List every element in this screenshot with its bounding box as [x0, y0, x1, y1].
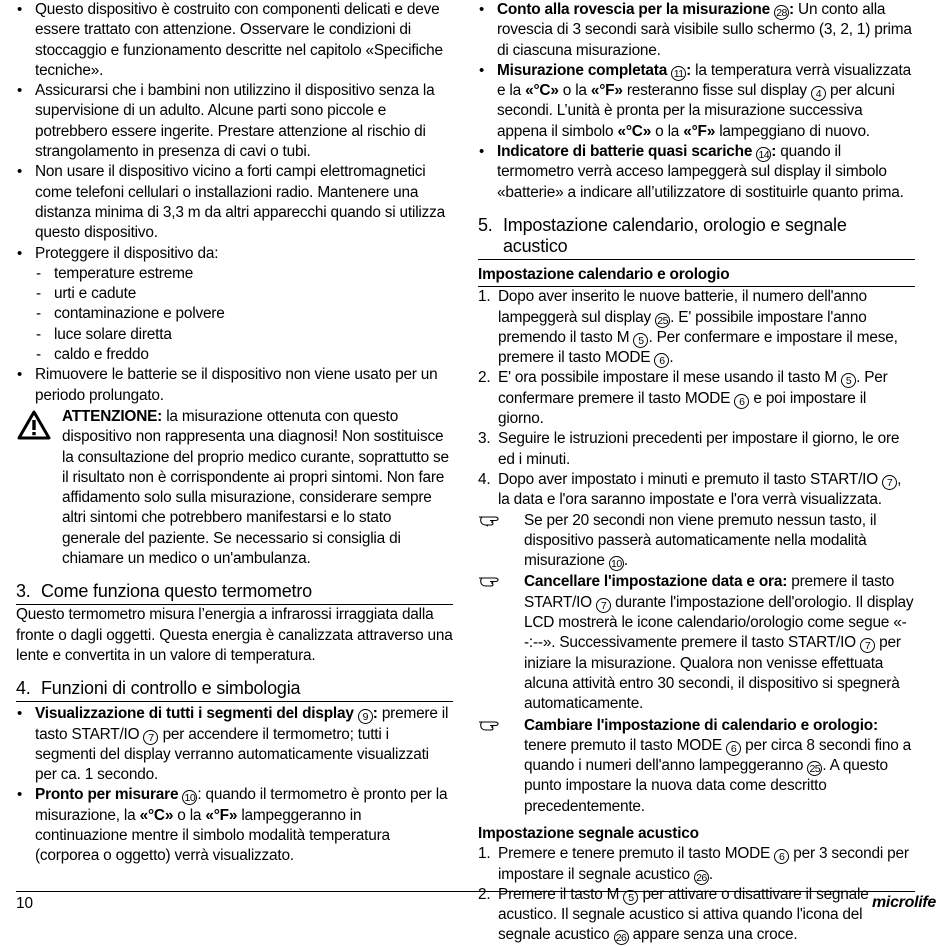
bullet-ready: • Pronto per misurare 10 : quando il termometro è pronto per la misurazione, la «°C» o la «°F» lampeggeranno in continuazione mentre il simbolo modalità temperatura (corporea o oggetto) verrà visualizzato.	[16, 785, 453, 866]
note-clear-datetime	[478, 572, 915, 714]
note-label: Cambiare l'impostazione di calendario e orologio:	[524, 716, 878, 734]
bullet-electromagnetic: • Non usare il dispositivo vicino a forti campi elettromagnetici come telefoni cellulari o installazioni radio. Mantenere una distanza minima di 3,3 m da altri apparecchi quando si utilizza questo dispositivo.	[16, 162, 453, 243]
note-text: premere il tasto START/IO	[524, 573, 895, 611]
step-number: 2.	[478, 369, 491, 387]
step-text: . Per confermare premere il tasto MODE	[498, 369, 888, 407]
ref-marker: 4	[811, 86, 826, 101]
section-title: Come funziona questo termometro	[41, 581, 312, 602]
warning-text: la misurazione ottenuta con questo dispositivo non rappresenta una diagnosi! Non sostituisce la consultazione del proprio medico curante, soprattutto se il risultato non è corrispondente ai propri sintomi. Non fare affidamento solo sulla misurazione, considerare sempre altri sintomi che potrebbero manifestarsi e lo stato generale del paziente. Se necessario si consiglia di chiamare un medico o un'ambulanza.	[62, 407, 449, 568]
unit-c: «°C»	[617, 122, 652, 140]
beep-step-1: 1. Premere e tenere premuto il tasto MODE 6 per 3 secondi per impostare il segnale acustico 26 .	[478, 845, 909, 884]
step-text: Seguire le istruzioni precedenti per impostare il giorno, le ore ed i minuti.	[498, 430, 900, 468]
item-text: la temperatura verrà visualizzata e la	[497, 61, 911, 100]
item-text: lampeggiano di nuovo.	[719, 122, 870, 140]
note-text: durante l'impostazione dell'orologio. Il display LCD mostrerà le icone calendario/orologio come segue «--:--». Successivamente premere il tasto START/IO	[524, 593, 914, 652]
step-text: . Per confermare e impostare il mese, premere il tasto MODE	[498, 328, 898, 367]
beep-step-2	[478, 885, 915, 946]
ref-marker: 28	[774, 5, 789, 20]
note-text: . A questo punto impostare la nuova data come descritto precedentemente.	[524, 757, 888, 815]
warning-triangle-icon	[17, 410, 51, 440]
unit-f: «°F»	[590, 82, 623, 100]
bullet-children: • Assicurarsi che i bambini non utilizzino il dispositivo senza la supervisione di un adulto. Alcune parti sono piccole e potrebbero essere ingerite. Prestare attenzione al rischio di strangolamento in presenza di cavi o tubi.	[16, 81, 453, 162]
right-column	[478, 0, 915, 946]
bullet-measure-complete: • Misurazione completata 11 : la temperatura verrà visualizzata e la «°C» o la «°F» resteranno fisse sul display 4 per alcuni secondi. L’unità è pronta per la misurazione successiva appena il simbolo «°C» o la «°F» lampeggiano di nuovo.	[478, 61, 915, 142]
step-text: E' ora possibile impostare il mese usando il tasto M	[498, 369, 837, 387]
ref-marker: 5	[623, 890, 638, 905]
item-label: Indicatore di batterie quasi scariche	[497, 143, 753, 161]
section-5-heading	[478, 215, 915, 260]
ref-marker: 10	[609, 556, 624, 571]
ref-marker: 6	[734, 394, 749, 409]
step-text: Dopo aver impostato i minuti e premuto il tasto START/IO	[498, 470, 878, 488]
step-1: 1. Dopo aver inserito le nuove batterie, il numero dell'anno lampeggerà sul display 25 . E' possibile impostare l'anno premendo il tasto M 5 . Per confermare e impostare il mese, premere il tasto MODE 6 .	[478, 288, 898, 368]
unit-f: «°F»	[205, 806, 238, 824]
item-text: o la	[177, 806, 202, 824]
bullet-protect: • Proteggere il dispositivo da:	[16, 244, 453, 264]
note-change-settings	[478, 716, 915, 817]
item-label: Misurazione completata	[497, 61, 668, 79]
note-label: Cancellare l'impostazione data e ora:	[524, 573, 788, 591]
bullet-all-segments: • Visualizzazione di tutti i segmenti del display 9 : premere il tasto START/IO 7 per accendere il termometro; tutti i segmenti del display verranno automaticamente visualizzati per ca. 1 secondo.	[16, 704, 453, 785]
brand-logo: microlife	[872, 894, 936, 911]
step-text: per attivare o disattivare il segnale acustico. Il segnale acustico si attiva quando l'icona del segnale acustico	[498, 885, 869, 944]
step-text: per 3 secondi per impostare il segnale acustico	[498, 845, 909, 883]
ref-marker: 6	[726, 741, 741, 756]
ref-marker: 7	[882, 475, 897, 490]
item-text: lampeggeranno in continuazione mentre il simbolo modalità temperatura (corporea o oggetto) verrà visualizzato.	[35, 806, 390, 865]
subheading-calendar: Impostazione calendario e orologio	[478, 265, 915, 287]
pointing-hand-icon	[478, 718, 504, 732]
ref-marker: 10	[182, 790, 197, 805]
item-text: o la	[655, 122, 680, 140]
unit-c: «°C»	[139, 806, 174, 824]
dash-item: - contaminazione e polvere	[16, 304, 453, 324]
note-text: tenere premuto il tasto MODE	[524, 736, 722, 754]
step-4	[478, 470, 915, 511]
step-text: Dopo aver inserito le nuove batterie, il numero dell'anno lampeggerà sul display	[498, 288, 867, 326]
dash-item: - caldo e freddo	[16, 345, 453, 365]
step-text: Premere il tasto M	[498, 885, 620, 903]
bullet-delicate: • Questo dispositivo è costruito con componenti delicati e deve essere trattato con attenzione. Osservare le condizioni di stoccaggio e funzionamento descritte nel capitolo «Specifiche tecniche».	[16, 0, 453, 81]
warning-block	[16, 407, 453, 569]
item-text: quando il termometro verrà acceso lampeggerà sul display il simbolo «batterie» a indicare all’utilizzatore di sostituirle quanto prima.	[497, 143, 904, 201]
left-column	[16, 0, 453, 867]
step-2	[478, 368, 915, 429]
dash-item: - luce solare diretta	[16, 325, 453, 345]
item-label: Conto alla rovescia per la misurazione	[497, 1, 770, 18]
dash-item: - temperature estreme	[16, 264, 453, 284]
note-text: Se per 20 secondi non viene premuto nessun tasto, il dispositivo passerà automaticamente nella modalità misurazione	[524, 511, 877, 570]
ref-marker: 26	[614, 930, 629, 945]
item-label: Pronto per misurare	[35, 786, 179, 804]
item-label: Visualizzazione di tutti i segmenti del display	[35, 705, 354, 723]
step-text: appare senza una croce.	[632, 926, 798, 944]
item-text: per alcuni secondi. L’unità è pronta per la misurazione successiva appena il simbolo	[497, 82, 895, 140]
pointing-hand-icon	[478, 574, 504, 588]
item-text: per accendere il termometro; tutti i segmenti del display verranno automaticamente visualizzati per ca. 1 secondo.	[35, 725, 429, 784]
section-number: 5.	[478, 214, 493, 235]
section-3-heading	[16, 581, 453, 605]
bullet-countdown: • Conto alla rovescia per la misurazione 28 : Un conto alla rovescia di 3 secondi sarà visibile sullo schermo (3, 2, 1) prima di ciascuna misurazione.	[478, 0, 915, 61]
section-title: Funzioni di controllo e simbologia	[41, 678, 301, 699]
step-text: e poi impostare il giorno.	[498, 389, 867, 428]
section-4-heading	[16, 678, 453, 702]
pointing-hand-icon	[478, 513, 504, 527]
section-3-text: Questo termometro misura l’energia a infrarossi irraggiata dalla fronte o dagli oggetti. Questa energia è canalizzata attraverso una lente e convertita in un valore di temperatura.	[16, 606, 453, 664]
ref-marker: 25	[655, 313, 670, 328]
page-number: 10	[16, 895, 34, 912]
step-number: 3.	[478, 430, 491, 448]
ref-marker: 5	[841, 373, 856, 388]
note-timeout: Se per 20 secondi non viene premuto nessun tasto, il dispositivo passerà automaticamente nella modalità misurazione 10 .	[478, 511, 915, 572]
step-text: . E' possibile impostare l'anno premendo il tasto M	[498, 308, 867, 346]
item-text: premere il tasto START/IO	[35, 705, 449, 743]
ref-marker: 14	[756, 147, 771, 162]
ref-marker: 6	[774, 849, 789, 864]
section-number: 4.	[16, 678, 31, 699]
step-number: 1.	[478, 288, 491, 306]
subheading-beep: Impostazione segnale acustico	[478, 824, 699, 842]
ref-marker: 11	[671, 66, 686, 81]
footer-divider	[16, 891, 915, 892]
note-text: per circa 8 secondi fino a quando i numeri dell'anno lampeggeranno	[524, 736, 912, 775]
section-title: Impostazione calendario, orologio e segnale acustico	[503, 214, 847, 256]
warning-label: ATTENZIONE:	[62, 407, 163, 425]
step-3	[478, 429, 915, 470]
step-text: , la data e l'ora saranno impostate e l'ora verrà visualizzata.	[498, 470, 902, 509]
item-text: Un conto alla rovescia di 3 secondi sarà visibile sullo schermo (3, 2, 1) prima di ciascuna misurazione.	[497, 1, 912, 59]
note-text: per iniziare la misurazione. Qualora non venisse effettuata alcuna attività entro 30 secondi, il dispositivo si spegnerà automaticamente.	[524, 634, 901, 713]
ref-marker: 7	[596, 598, 611, 613]
item-text: resteranno fisse sul display	[626, 82, 807, 100]
item-text: quando il termometro è pronto per la misurazione, la	[35, 786, 448, 824]
ref-marker: 7	[143, 730, 158, 745]
ref-marker: 5	[633, 333, 648, 348]
step-number: 2.	[478, 885, 491, 903]
ref-marker: 7	[860, 638, 875, 653]
unit-c: «°C»	[525, 82, 559, 100]
section-number: 3.	[16, 581, 31, 602]
step-number: 4.	[478, 470, 491, 488]
step-text: Premere e tenere premuto il tasto MODE	[498, 845, 771, 863]
ref-marker: 26	[694, 870, 709, 885]
step-number: 1.	[478, 845, 491, 863]
ref-marker: 9	[358, 709, 373, 724]
ref-marker: 25	[807, 761, 822, 776]
item-text: o la	[562, 82, 587, 100]
bullet-batteries: • Rimuovere le batterie se il dispositivo non viene usato per un periodo prolungato.	[16, 365, 453, 406]
ref-marker: 6	[654, 353, 669, 368]
dash-item: - urti e cadute	[16, 284, 453, 304]
bullet-low-battery: • Indicatore di batterie quasi scariche 14 : quando il termometro verrà acceso lampeggerà sul display il simbolo «batterie» a indicare all’utilizzatore di sostituirle quanto prima.	[478, 142, 915, 203]
unit-f: «°F»	[683, 122, 716, 140]
